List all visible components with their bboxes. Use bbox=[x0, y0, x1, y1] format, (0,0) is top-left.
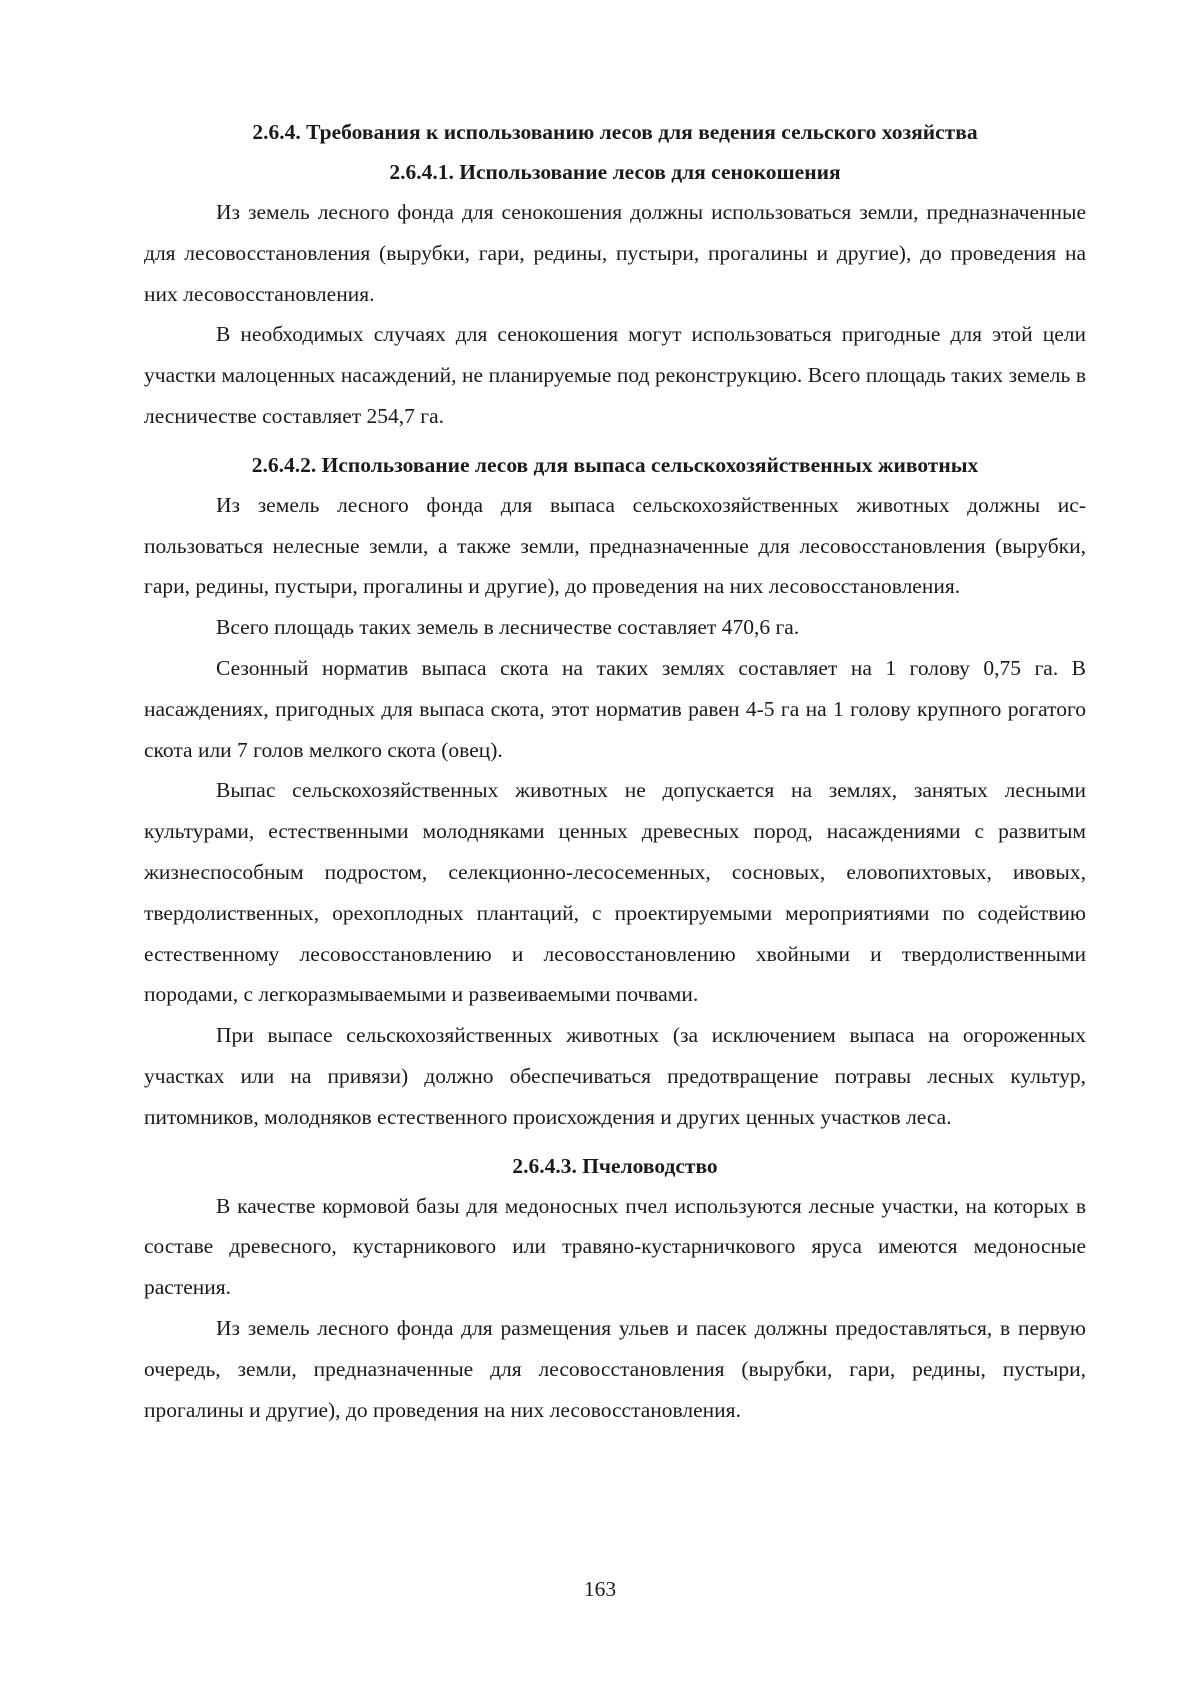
paragraph: В качестве кормовой базы для медоносных пчел используются лесные участки, на которых в составе древесного, кустарникового или травяно-кустарничкового яруса имеются медоносные растения. bbox=[144, 1193, 1086, 1300]
page-number: 163 bbox=[583, 1577, 617, 1601]
subsection-title-hay: 2.6.4.1. Использование лесов для сенокошения bbox=[389, 160, 841, 184]
paragraph: Из земель лесного фонда для сенокошения должны использоваться земли, предназначенные для лесовосстановления (вырубки, гари, редины, пустыри, прогалины и другие), до проведения на них лесовосстановления. bbox=[144, 200, 1086, 306]
paragraph: Сезонный норматив выпаса скота на таких землях составляет на 1 голову 0,75 га. В насаждениях, пригодных для выпаса скота, этот норматив равен 4-5 га на 1 голову крупного рогатого скота или 7 голов мелкого скота (овец). bbox=[144, 655, 1086, 762]
paragraph: При выпасе сельскохозяйственных животных (за исключением выпаса на огороженных участках или на привязи) должно обеспечиваться предотвращение потравы лесных культур, питомников, молодняков естественного происхождения и других ценных участков леса. bbox=[144, 1023, 1086, 1129]
paragraph: Из земель лесного фонда для размещения ульев и пасек должны предоставляться, в первую очередь, земли, предназначенные для лесовосстановления (вырубки, гари, редины, пустыри, прогалины и другие), до проведения на них лесовосстановления. bbox=[144, 1315, 1086, 1422]
subsection-title-beekeeping: 2.6.4.3. Пчеловодство bbox=[512, 1153, 718, 1178]
paragraph: В необходимых случаях для сенокошения могут использоваться пригодные для этой цели участки малоценных насаждений, не планируемые под реконструкцию. Всего площадь таких земель в лесничестве составляет 254,7 га. bbox=[144, 322, 1086, 428]
paragraph: Из земель лесного фонда для выпаса сельскохозяйственных животных должны использоваться нелесные земли, а также земли, предназначенные для лесовосстановления (вырубки, гари, редины, пустыри, прогалины и другие), до проведения на них лесовосстановления. bbox=[144, 492, 1086, 599]
paragraph: Выпас сельскохозяйственных животных не допускается на землях, занятых лесными культурами, естественными молодняками ценных древесных пород, насаждениями с развитым жизнеспособным подростом, селекционно-лесосеменных, сосновых, еловопихтовых, ивовых, твердолиственных, орехоплодных плантаций, с проектируемыми мероприятиями по содействию естественному лесовосстановлению и лесовосстановлению хвойными и твердолиственными породами, с легкоразмываемыми и развеиваемыми почвами. bbox=[144, 778, 1086, 1007]
subsection-title-grazing: 2.6.4.2. Использование лесов для выпаса сельскохозяйственных животных bbox=[251, 452, 979, 477]
paragraph: Всего площадь таких земель в лесничестве составляет 470,6 га. bbox=[216, 615, 800, 640]
document-page bbox=[144, 112, 1086, 1430]
section-title: 2.6.4. Требования к использованию лесов для ведения сельского хозяйства bbox=[252, 120, 978, 144]
